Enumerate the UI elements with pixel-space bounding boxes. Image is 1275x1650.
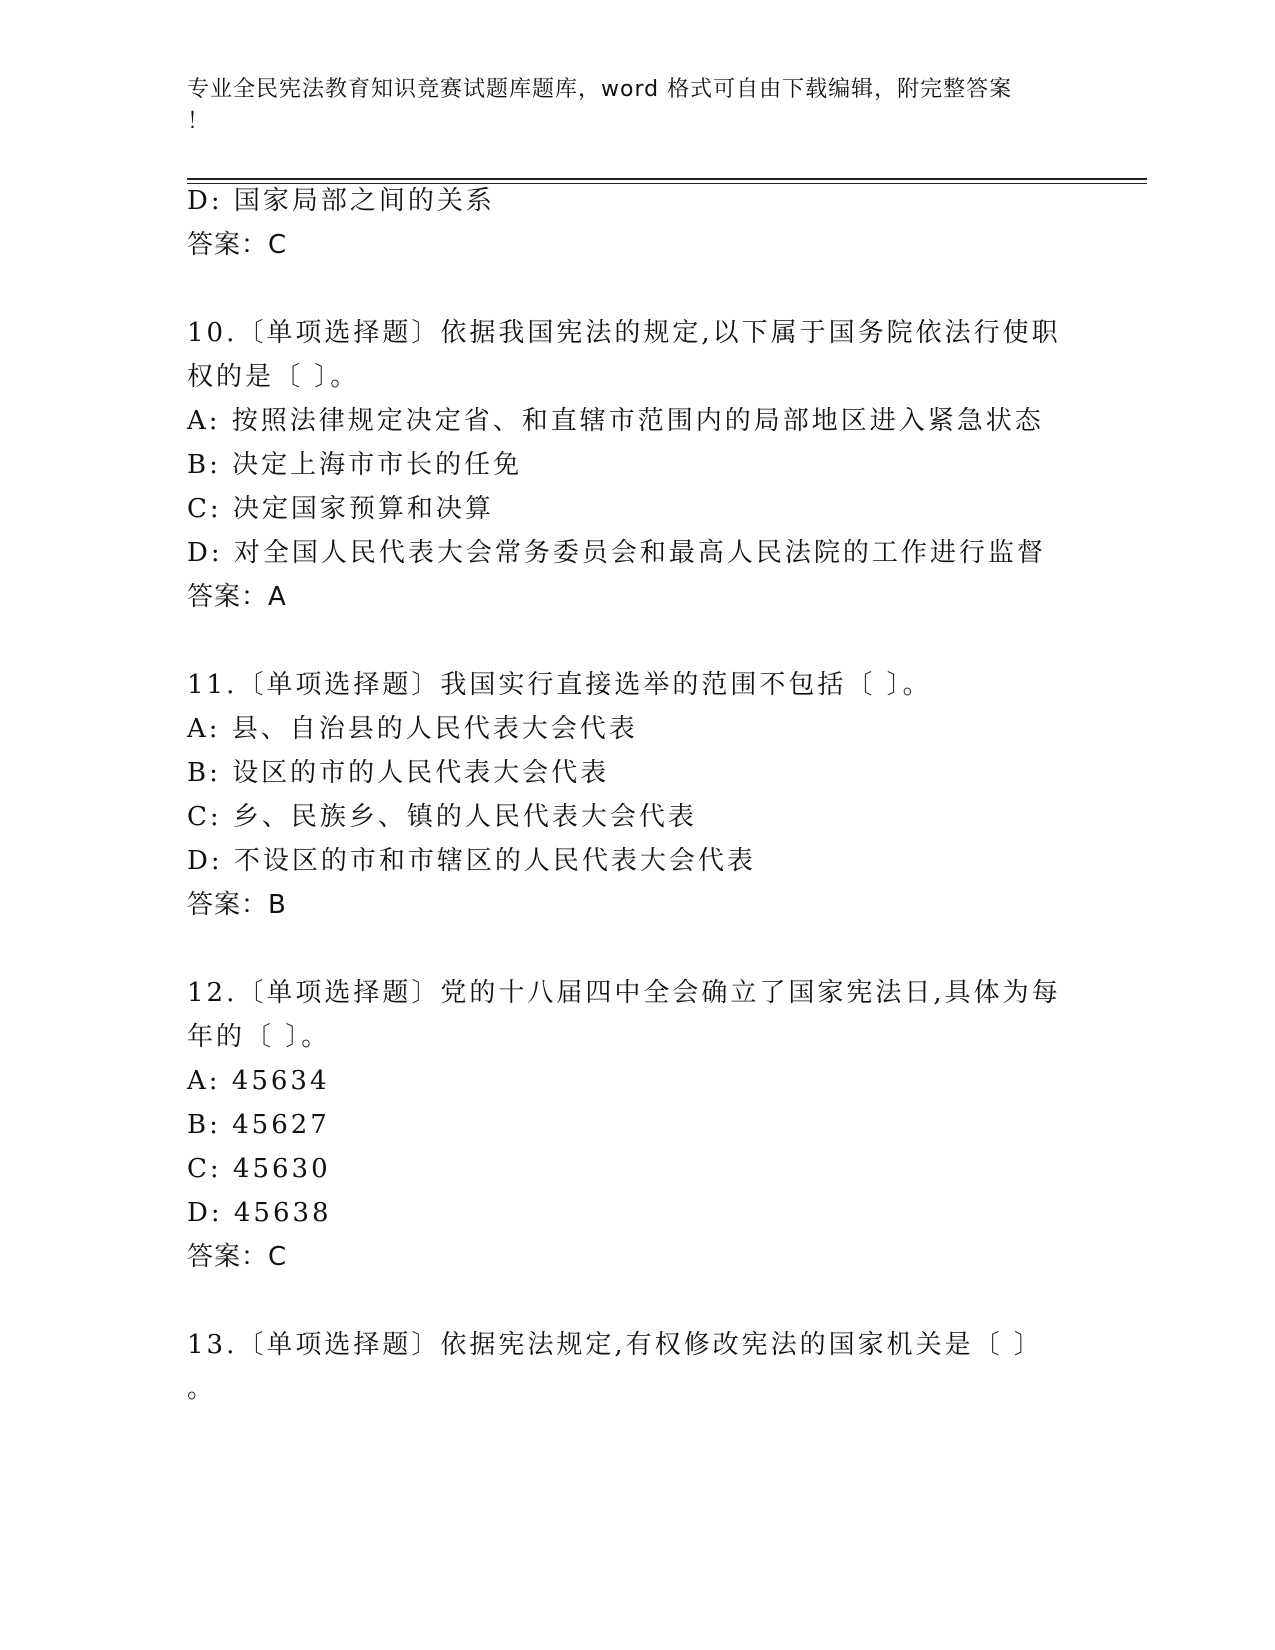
q12-stem-line1: 12.〔单项选择题〕党的十八届四中全会确立了国家宪法日,具体为每 [187, 978, 1061, 1008]
page-header [187, 74, 1087, 138]
q11-option-a: A: 县、自治县的人民代表大会代表 [187, 714, 638, 744]
q13-stem-line2: 。 [187, 1374, 217, 1404]
header-title: 专业全民宪法教育知识竞赛试题库题库，word 格式可自由下载编辑，附完整答案 [187, 77, 1013, 102]
q12-stem-line2: 年的〔 〕。 [187, 1022, 331, 1052]
q12-option-d: D: 45638 [187, 1198, 332, 1228]
q11-option-c: C: 乡、民族乡、镇的人民代表大会代表 [187, 802, 697, 832]
q12-option-c: C: 45630 [187, 1154, 331, 1184]
q11-option-b: B: 设区的市的人民代表大会代表 [187, 758, 610, 788]
q13-stem-line1: 13.〔单项选择题〕依据宪法规定,有权修改宪法的国家机关是〔 〕 [187, 1330, 1043, 1360]
q11-answer: 答案：B [187, 890, 287, 920]
q10-stem-line2: 权的是〔 〕。 [187, 362, 360, 392]
prev-answer: 答案：C [187, 230, 288, 260]
header-divider-thick [187, 178, 1147, 180]
header-title-continuation: ！ [187, 109, 211, 134]
q10-option-d: D: 对全国人民代表大会常务委员会和最高人民法院的工作进行监督 [187, 538, 1046, 568]
q10-answer: 答案：A [187, 582, 287, 612]
q11-stem-line1: 11.〔单项选择题〕我国实行直接选举的范围不包括〔 〕。 [187, 670, 932, 700]
q10-option-c: C: 决定国家预算和决算 [187, 494, 494, 524]
q11-option-d: D: 不设区的市和市辖区的人民代表大会代表 [187, 846, 756, 876]
q10-option-a: A: 按照法律规定决定省、和直辖市范围内的局部地区进入紧急状态 [187, 406, 1044, 436]
q10-stem-line1: 10.〔单项选择题〕依据我国宪法的规定,以下属于国务院依法行使职 [187, 318, 1061, 348]
q12-answer: 答案：C [187, 1242, 288, 1272]
q10-option-b: B: 决定上海市市长的任免 [187, 450, 523, 480]
prev-option-d: D: 国家局部之间的关系 [187, 186, 495, 216]
q12-option-a: A: 45634 [187, 1066, 330, 1096]
q12-option-b: B: 45627 [187, 1110, 330, 1140]
